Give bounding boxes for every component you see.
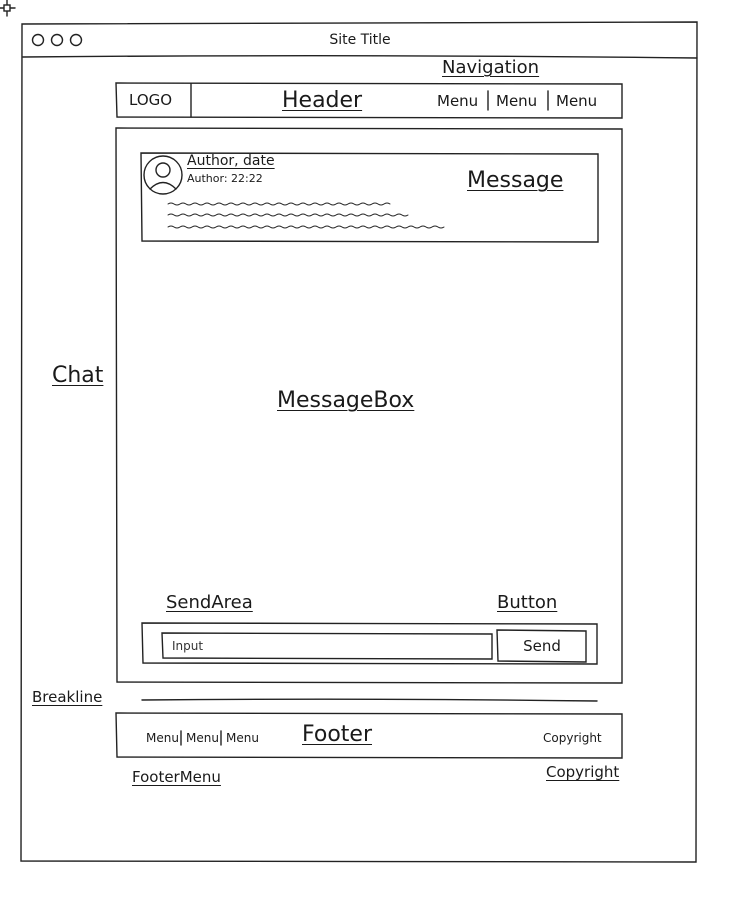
header-box	[116, 83, 622, 118]
message-input[interactable]	[163, 634, 492, 659]
footer-menu-item-1[interactable]: Menu	[146, 731, 179, 745]
message-scribble-line-2	[168, 214, 408, 216]
header-label: Header	[282, 88, 363, 113]
message-scribble-line-1	[168, 203, 390, 205]
footer-copyright: Copyright	[543, 731, 602, 745]
message-input-placeholder: Input	[172, 639, 204, 653]
message-label: Message	[467, 168, 564, 193]
footer-menu-item-3[interactable]: Menu	[226, 731, 259, 745]
send-area-label: SendArea	[166, 592, 253, 613]
message-author-date: Author, date	[187, 153, 275, 169]
message-scribble-line-3	[168, 226, 444, 228]
window-dot-1	[33, 35, 44, 46]
message-author-time: Author: 22:22	[187, 172, 263, 185]
breakline-label: Breakline	[32, 688, 103, 706]
nav-menu-item-3[interactable]: Menu	[556, 92, 598, 110]
button-label: Button	[497, 592, 558, 613]
footer-label: Footer	[302, 722, 372, 747]
chat-label: Chat	[52, 363, 104, 388]
navigation-label: Navigation	[442, 57, 540, 78]
logo[interactable]: LOGO	[129, 91, 173, 109]
send-button[interactable]	[498, 631, 586, 661]
crosshair-cursor-icon	[0, 0, 15, 16]
footer-menu-label: FooterMenu	[132, 768, 221, 786]
copyright-label: Copyright	[546, 763, 620, 781]
nav-menu-item-2[interactable]: Menu	[496, 92, 538, 110]
site-title: Site Title	[329, 32, 391, 48]
breakline-rule	[142, 699, 597, 701]
message-box-label: MessageBox	[277, 388, 415, 413]
send-button-label: Send	[523, 637, 561, 655]
window-dot-3	[71, 35, 82, 46]
footer-menu-item-2[interactable]: Menu	[186, 731, 219, 745]
title-bar-divider	[23, 56, 697, 58]
window-dot-2	[52, 35, 63, 46]
nav-menu-item-1[interactable]: Menu	[437, 92, 479, 110]
avatar-icon	[144, 156, 182, 194]
